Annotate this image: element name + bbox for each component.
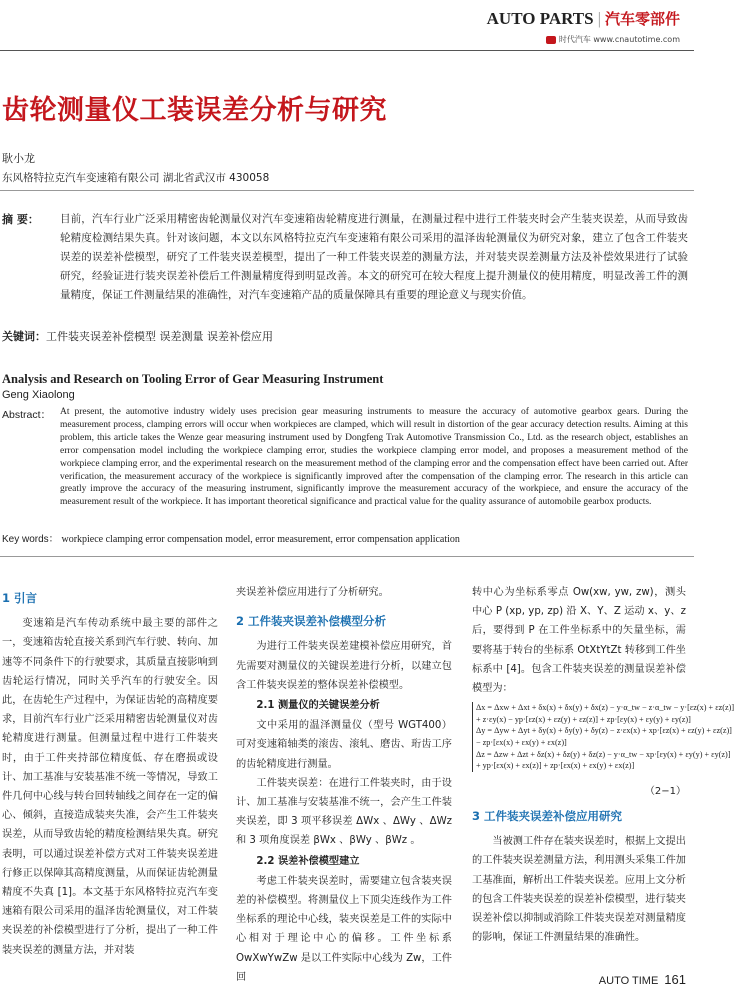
page-number: 161 bbox=[664, 972, 686, 987]
keywords-cn-label: 关键词： bbox=[2, 330, 46, 343]
header-sub bbox=[546, 34, 680, 45]
section-3-title: 3 工件装夹误差补偿应用研究 bbox=[472, 808, 623, 823]
body-column-2 bbox=[236, 583, 452, 987]
brand-en: AUTO PARTS bbox=[486, 9, 594, 28]
en-author: Geng Xiaolong bbox=[2, 389, 75, 401]
en-title: Analysis and Research on Tooling Error of Gear Measuring Instrument bbox=[2, 372, 384, 386]
page-footer bbox=[599, 972, 686, 987]
brand-cn: 汽车零部件 bbox=[604, 10, 680, 28]
abstract-cn-label: 摘 要： bbox=[2, 213, 39, 226]
equation-line: + z·εy(x) − yp·[εz(x) + εz(y) + εz(z)] + zp·[εy(x) + εy(y) + εy(z)] bbox=[476, 714, 691, 724]
en-keywords-label: Key words： bbox=[2, 534, 59, 545]
equation-line: Δz = Δzw + Δzt + δz(x) + δz(y) + δz(z) − y·α_tw − xp·[εy(x) + εy(y) + εy(z)] bbox=[476, 749, 731, 759]
body-column-1 bbox=[2, 583, 218, 960]
header-sub-text: 时代汽车 www.cnautotime.com bbox=[558, 35, 680, 44]
header-rule bbox=[0, 50, 694, 51]
article-title: 齿轮测量仪工装误差分析与研究 bbox=[2, 95, 387, 126]
title-rule bbox=[0, 190, 694, 191]
body-column-3 bbox=[472, 583, 734, 947]
section-2-2-title: 2.2 误差补偿模型建立 bbox=[256, 855, 360, 867]
publisher-logo-icon bbox=[546, 36, 556, 44]
section-2-paragraph: 为进行工件装夹误差建模补偿应用研究，首先需要对测量仪的关键误差进行分析，以建立包含工件装夹误差的整体误差补偿模型。 bbox=[236, 641, 452, 691]
equation-line: Δx = Δxw + Δxt + δx(x) + δx(y) + δx(z) − y·α_tw − z·α_tw − y·[εz(x) + εz(z)] bbox=[476, 703, 734, 713]
section-2-1-title: 2.1 测量仪的关键误差分析 bbox=[256, 700, 380, 712]
equation-line: Δy = Δyw + Δyt + δy(x) + δy(y) + δy(z) − z·εx(x) + xp·[εz(x) + εz(y) + εz(z)] bbox=[476, 726, 732, 736]
section-1-paragraph-tail: 夹误差补偿应用进行了分析研究。 bbox=[236, 587, 389, 598]
header-brand: AUTO PARTS | 汽车零部件 bbox=[486, 9, 680, 28]
keywords-cn bbox=[2, 328, 273, 344]
section-3-paragraph: 当被测工件存在装夹误差时，根据上文提出的工件装夹误差测量方法，利用测头采集工件加工基准面，解析出工件装夹误差。应用上文分析的包含工件装夹误差的误差补偿模型，进行装夹误差补偿以抑制或消除工件装夹误差对测量精度的影响，保证工件测量结果的准确性。 bbox=[472, 836, 686, 944]
abstract-rule bbox=[0, 556, 694, 557]
section-2-2-paragraph: 考虑工件装夹误差时，需要建立包含装夹误差的补偿模型。将测量仪上下顶尖连线作为工件坐标系的理论中心线，装夹误差是工件的实际中心相对于理论中心的偏移。工件坐标系 OwXwYwZw 是以工件实际中心线为 Zw，工件回 bbox=[236, 875, 452, 983]
affiliation: 东风格特拉克汽车变速箱有限公司 湖北省武汉市 430058 bbox=[2, 172, 270, 184]
section-2-title: 2 工件装夹误差补偿模型分析 bbox=[236, 614, 387, 629]
section-2-2-paragraph-cont: 转中心为坐标系零点 Ow(xw, yw, zw)，测头中心 P (xp, yp, zp) 沿 X、Y、Z 运动 x、y、z 后，要得到 P 在工件坐标系中的矢量坐标，需要将基于转台的坐标系 OtXtYtZt 转移到工件坐标系中 [4]。包含工件装夹误差的测量误差补偿模型为： bbox=[472, 587, 686, 695]
equation-line: − zp·[εx(x) + εx(y) + εx(z)] bbox=[476, 738, 567, 747]
section-2-1-paragraph-2: 工件装夹误差：在进行工件装夹时，由于设计、加工基准与安装基准不统一，会产生工件装夹误差，即 3 项平移误差 ΔWx 、ΔWy 、ΔWz 和 3 项角度误差 βWx 、βWy 、βWz 。 bbox=[236, 777, 452, 847]
en-abstract-label: Abstract： bbox=[2, 409, 52, 421]
section-1-title: 1 引言 bbox=[2, 591, 38, 605]
section-2-1-paragraph-1: 文中采用的温泽测量仪（型号 WGT400）可对变速箱轴类的滚齿、滚轧、磨齿、珩齿工序的齿轮精度进行测量。 bbox=[236, 720, 452, 770]
equation-line: + yp·[εx(x) + εx(z)] + zp·[εx(x) + εx(y) + εx(z)] bbox=[476, 761, 635, 771]
section-1-paragraph: 变速箱是汽车传动系统中最主要的部件之一，变速箱齿轮直接关系到汽车行驶、转向、加速等不同条件下的行驶要求，其质量直接影响到齿轮运行情况，同时关乎汽车的行驶安全。因此，在齿轮生产过程中，为保证齿轮的高精度要求，目前汽车行业广泛采用精密齿轮测量仪对齿轮精度进行测量。但测量过程中进行工件装夹时，由于工件夹持部位精度低、存在磨损或设计、加工基准与安装基准不统一等情况，导致工件几何中心线与转台回转轴线之间存在一定的偏心、倾斜，直接造成装夹失准，会产生工件装夹误差，从而导致齿轮的精度检测结果失真。研究表明，可以通过误差补偿方式对工件装夹误差进行修正以保障其高精度测量，从而保证齿轮测量精度不失真 [1]。本文基于东风格特拉克汽车变速箱有限公司采用的温泽齿轮测量仪，对工件装夹误差的补偿模型进行了分析，提出了一种工件装夹误差的测量方法，并对装 bbox=[2, 618, 218, 956]
equation-2-1 bbox=[472, 702, 734, 772]
keywords-cn-text: 工件装夹误差补偿模型 误差测量 误差补偿应用 bbox=[46, 330, 273, 343]
equation-number: （2−1） bbox=[644, 785, 686, 797]
abstract-cn: 目前，汽车行业广泛采用精密齿轮测量仪对汽车变速箱齿轮精度进行测量，在测量过程中进行工件装夹时会产生装夹误差，从而导致齿轮精度检测结果失真。针对该问题，本文以东风格特拉克汽车变速箱有限公司采用的温泽齿轮测量仪为研究对象，建立了包含工件装夹误差的误差补偿模型，研究了工件装夹误差模型，提出了一种工件装夹误差的测量方法，并对装夹误差测量方法及补偿效果进行了试验研究，经验证进行装夹误差补偿后工件测量精度得到明显改善。本文的研究可在较大程度上提升测量仪的使用精度，明显改善工件的测量精度，保证工件测量结果的准确性，对汽车变速箱产品的质量保障具有重要的理论意义与现实价值。 bbox=[60, 213, 688, 301]
en-keywords bbox=[2, 530, 460, 545]
en-keywords-text: workpiece clamping error compensation model, error measurement, error compensation application bbox=[61, 534, 460, 545]
footer-journal: AUTO TIME bbox=[598, 975, 659, 987]
en-abstract: At present, the automotive industry widely uses precision gear measuring instruments to measure the accuracy of automotive gearbox gears. During the measurement process, clamping errors will occur when workpieces are clamped, which will result in distortion of the gear accuracy detection results. Aiming at this problem, this article takes the Wenze gear measuring instrument used by Dongfeng Trak Automotive Transmission Co., Ltd. as the research object, establishes an error compensation model including the workpiece clamping error, studies the workpiece clamping error model, and proposes a measurement method of the workpiece clamping error, and the experimental research on the measurement method of the clamping error and the compensation effect have been carried out. After verification, the measurement accuracy of the workpiece is significantly improved after the compensation of the clamping error. The research in this article can greatly improve the accuracy of the measuring instrument, significantly improve the measurement accuracy of the workpiece, and ensure the accuracy of the measurement result of the workpiece. It has important theoretical significance and practical value for the quality assurance of automobile gearbox products. bbox=[60, 407, 688, 508]
author: 耿小龙 bbox=[2, 152, 35, 165]
